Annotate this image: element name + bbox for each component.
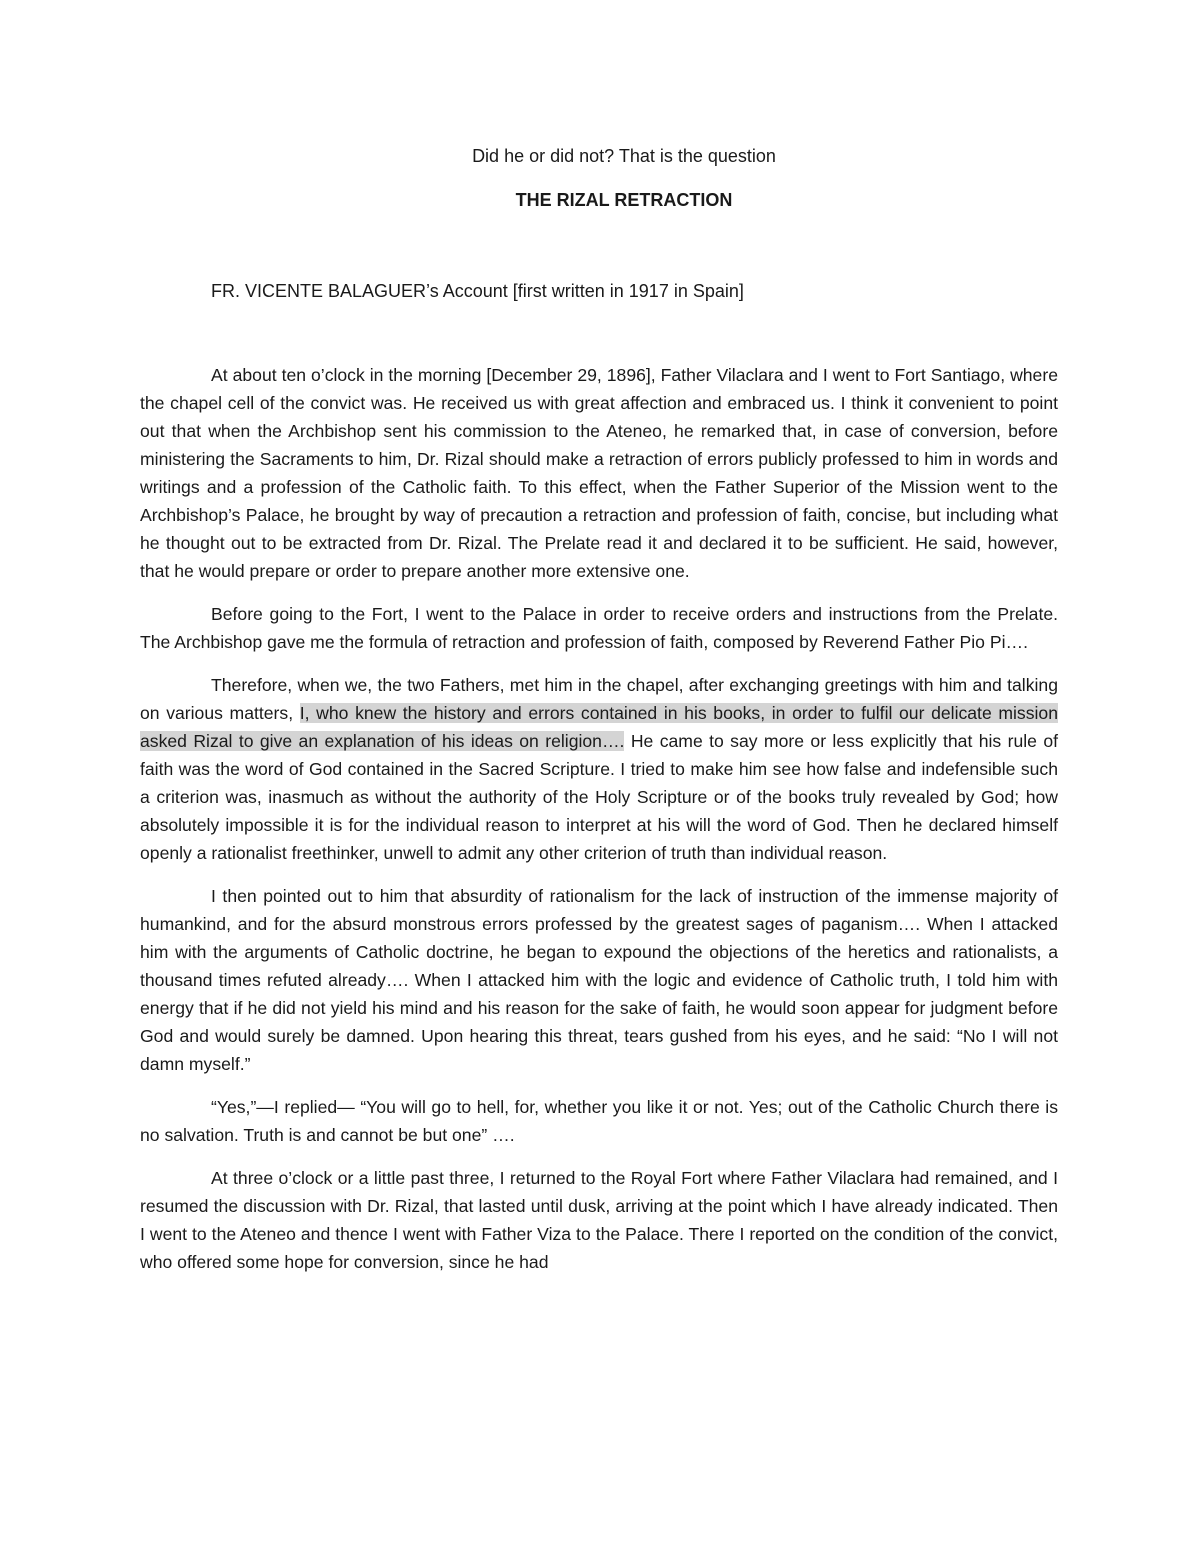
paragraph-2: Before going to the Fort, I went to the Palace in order to receive orders and instructions from the Prelate. The Archbishop gave me the formula of retraction and profession of faith, composed by Reverend Father Pio Pi…. (140, 604, 1058, 652)
paragraph-4: I then pointed out to him that absurdity of rationalism for the lack of instruction of the immense majority of humankind, and for the absurd monstrous errors professed by the greatest sages of paganism…. When I attacked him with the arguments of Catholic doctrine, he began to expound the objections of the heretics and rationalists, a thousand times refuted already…. When I attacked him with the logic and evidence of Catholic truth, I told him with energy that if he did not yield his mind and his reason for the sake of faith, he would soon appear for judgment before God and would surely be damned. Upon hearing this threat, tears gushed from his eyes, and he said: “No I will not damn myself.” (140, 886, 1058, 1074)
document-page (140, 142, 1058, 1291)
paragraph-1: At about ten o’clock in the morning [December 29, 1896], Father Vilaclara and I went to Fort Santiago, where the chapel cell of the convict was. He received us with great affection and embraced us. I think it convenient to point out that when the Archbishop sent his commission to the Ateneo, he remarked that, in case of conversion, before ministering the Sacraments to him, Dr. Rizal should make a retraction of errors publicly professed to him in words and writings and a profession of the Catholic faith. To this effect, when the Father Superior of the Mission went to the Archbishop’s Palace, he brought by way of precaution a retraction and profession of faith, concise, but including what he thought out to be extracted from Dr. Rizal. The Prelate read it and declared it to be sufficient. He said, however, that he would prepare or order to prepare another more extensive one. (140, 365, 1058, 581)
paragraph-3-before: Therefore, when we, the two Fathers, met him in the chapel, after exchanging greetings with him and talking on various matters, (140, 675, 1058, 723)
paragraph-3 (140, 671, 1058, 867)
account-heading: FR. VICENTE BALAGUER’s Account [first written in 1917 in Spain] (211, 281, 744, 301)
paragraph-6: At three o’clock or a little past three, I returned to the Royal Fort where Father Vilaclara had remained, and I resumed the discussion with Dr. Rizal, that lasted until dusk, arriving at the point which I have already indicated. Then I went to the Ateneo and thence I went with Father Viza to the Palace. There I reported on the condition of the convict, who offered some hope for conversion, since he had (140, 1168, 1058, 1272)
document-subtitle: Did he or did not? That is the question (472, 146, 776, 166)
paragraph-3-after: He came to say more or less explicitly that his rule of faith was the word of God contained in the Sacred Scripture. I tried to make him see how false and indefensible such a criterion was, inasmuch as without the authority of the Holy Scripture or of the books truly revealed by God; how absolutely impossible it is for the individual reason to interpret at his will the word of God. Then he declared himself openly a rationalist freethinker, unwell to admit any other criterion of truth than individual reason. (140, 731, 1058, 863)
paragraph-5: “Yes,”—I replied— “You will go to hell, for, whether you like it or not. Yes; out of the Catholic Church there is no salvation. Truth is and cannot be but one” …. (140, 1097, 1058, 1145)
document-body (140, 361, 1058, 1276)
highlighted-text: I, who knew the history and errors contained in his books, in order to fulfil our delicate mission asked Rizal to give an explanation of his ideas on religion…. (140, 703, 1058, 751)
document-title: THE RIZAL RETRACTION (515, 190, 733, 210)
